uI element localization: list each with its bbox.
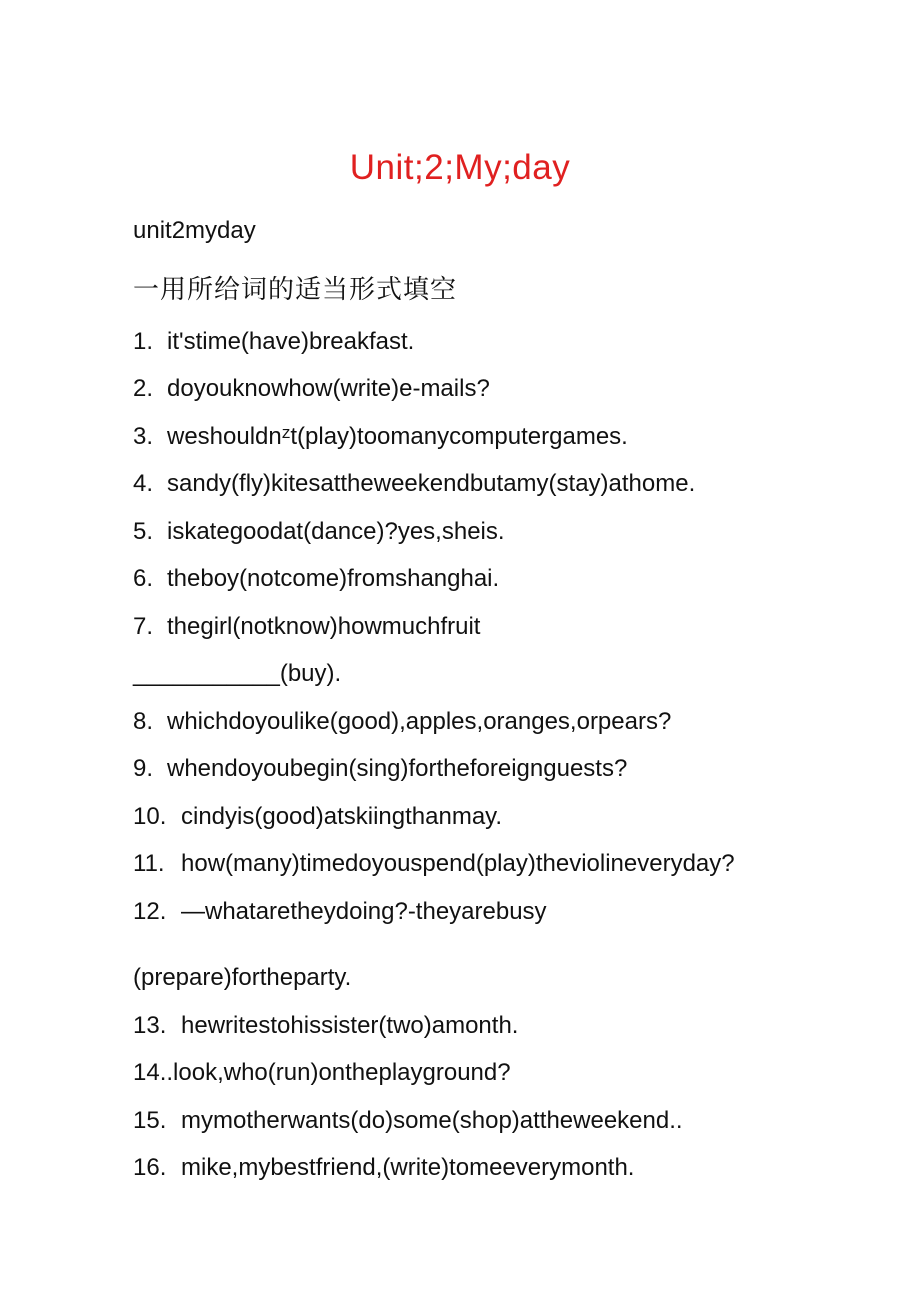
document-subtitle: unit2myday [133,217,256,244]
item-text: thegirl(notknow)howmuchfruit [167,613,481,640]
exercise-item-10 [133,802,502,832]
item-number: 14. [133,1059,167,1086]
item-text: it'stime(have)breakfast. [167,328,415,355]
item-text: mike,mybestfriend,(write)tomeeverymonth. [181,1154,635,1181]
exercise-item-2 [133,374,490,404]
exercise-item-6 [133,564,499,594]
item-text: mymotherwants(do)some(shop)attheweekend.. [181,1107,683,1134]
exercise-item-5 [133,517,505,547]
item-number: 5. [133,518,154,545]
item-number: 12. [133,898,167,925]
item-number: 7. [133,613,154,640]
exercise-item-15 [133,1106,683,1136]
item-number: 10. [133,803,167,830]
item-number: 11. [133,850,165,877]
item-number: 13. [133,1012,167,1039]
item-text: theboy(notcome)fromshanghai. [167,565,500,592]
exercise-item-3 [133,422,628,452]
item-number: 9. [133,755,154,782]
item-text: (prepare)fortheparty. [133,964,352,991]
item-text: ___________(buy). [133,660,342,687]
exercise-item-7-continued [133,659,341,689]
exercise-item-16 [133,1153,634,1183]
item-number: 3. [133,423,154,450]
exercise-item-7 [133,612,480,642]
item-text: doyouknowhow(write)e-mails? [167,375,490,402]
item-text: weshouldnᶻt(play)toomanycomputergames. [167,423,628,450]
item-text: how(many)timedoyouspend(play)theviolineveryday? [181,850,735,877]
item-number: 15. [133,1107,167,1134]
item-number: 16. [133,1154,167,1181]
item-number: 4. [133,470,154,497]
exercise-item-11 [133,849,735,879]
item-number: 2. [133,375,154,402]
exercise-item-13 [133,1011,518,1041]
exercise-item-4 [133,469,695,499]
document-title: Unit;2;My;day [349,148,571,187]
exercise-item-1 [133,327,414,357]
item-text: hewritestohissister(two)amonth. [181,1012,519,1039]
item-text: .look,who(run)ontheplayground? [166,1059,511,1086]
item-text: —whataretheydoing?-theyarebusy [181,898,547,925]
item-number: 8. [133,708,154,735]
item-text: whichdoyoulike(good),apples,oranges,orpears? [167,708,672,735]
exercise-item-12 [133,897,547,927]
exercise-item-12-continued [133,963,351,993]
item-number: 6. [133,565,154,592]
item-text: whendoyoubegin(sing)fortheforeignguests? [167,755,628,782]
item-number: 1. [133,328,154,355]
item-text: cindyis(good)atskiingthanmay. [181,803,503,830]
item-text: iskategoodat(dance)?yes,sheis. [167,518,505,545]
item-text: sandy(fly)kitesattheweekendbutamy(stay)athome. [167,470,696,497]
exercise-item-8 [133,707,671,737]
exercise-item-9 [133,754,627,784]
section-heading: 一用所给词的适当形式填空 [133,275,458,305]
exercise-item-14 [133,1058,511,1088]
